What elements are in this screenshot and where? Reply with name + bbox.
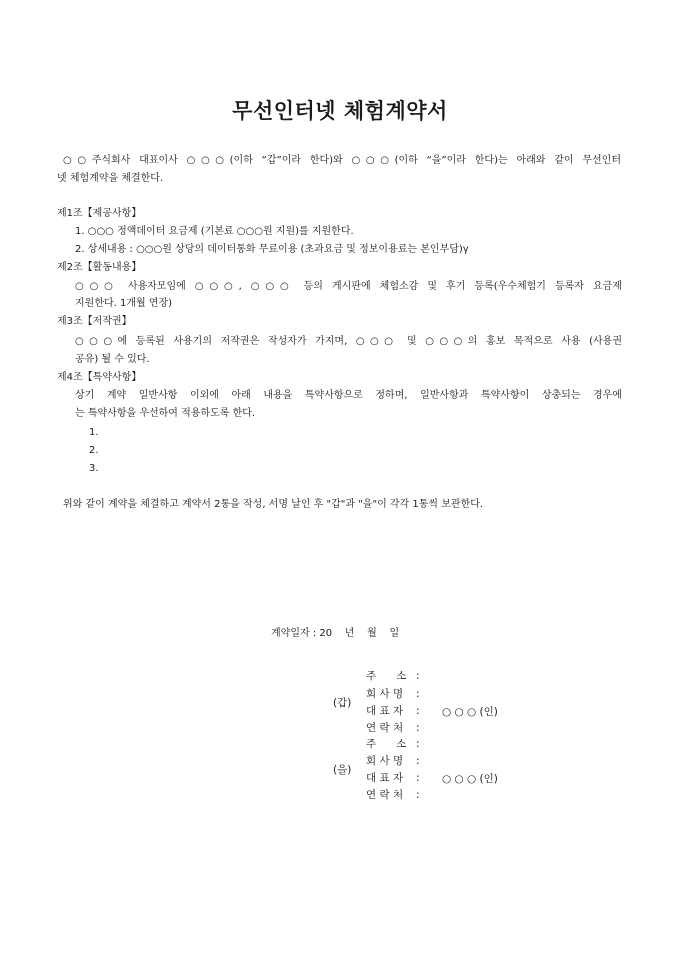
special-item-1: 1. xyxy=(89,427,99,438)
document-title: 무선인터넷 체험계약서 xyxy=(232,99,448,123)
article-4-line-1: 상기 계약 일반사항 이외에 아래 내용을 특약사항으로 정하며, 일반사항과 특약사항이 상충되는 경우에 xyxy=(75,390,622,401)
eul-address-label: 주 소 xyxy=(366,738,407,750)
gap-company-label: 회 사 명 xyxy=(366,688,404,700)
gap-contact-label: 연 락 처 xyxy=(366,722,404,734)
gap-company-colon: : xyxy=(416,688,420,700)
article-1-heading: 제1조【제공사항】 xyxy=(57,208,142,219)
gap-rep-label: 대 표 자 xyxy=(366,705,404,717)
eul-company-label: 회 사 명 xyxy=(366,755,404,767)
party-eul-label: (을) xyxy=(333,764,352,776)
article-4-heading: 제4조【특약사항】 xyxy=(57,372,142,383)
closing-statement: 위와 같이 계약을 체결하고 계약서 2통을 작성, 서명 날인 후 "갑"과 "을"이 각각 1통씩 보관한다. xyxy=(63,499,484,510)
article-4-line-2: 는 특약사항을 우선하여 적용하도록 한다. xyxy=(75,408,256,419)
special-item-2: 2. xyxy=(89,445,99,456)
intro-line-2: 넷 체험계약을 체결한다. xyxy=(57,173,164,184)
eul-address-colon: : xyxy=(416,738,420,750)
special-item-3: 3. xyxy=(89,463,99,474)
article-3-line-1: ○○○에 등록된 사용기의 저작권은 작성자가 가지며, ○○○ 및 ○○○의 홍보 목적으로 사용 (사용권 xyxy=(75,336,622,347)
gap-rep-seal: ○ ○ ○ (인) xyxy=(442,706,498,718)
contract-date: 계약일자 : 20 년 월 일 xyxy=(271,628,400,639)
party-gap-label: (갑) xyxy=(333,697,352,709)
article-3-heading: 제3조【저작권】 xyxy=(57,316,132,327)
eul-contact-label: 연 락 처 xyxy=(366,789,404,801)
gap-contact-colon: : xyxy=(416,722,420,734)
gap-address-colon: : xyxy=(416,670,420,682)
eul-rep-label: 대 표 자 xyxy=(366,772,404,784)
intro-line-1: ○○주식회사 대표이사 ○○○(이하 “갑”이라 한다)와 ○○○(이하 “을”이라 한다)는 아래와 같이 무선인터 xyxy=(63,155,621,166)
gap-rep-colon: : xyxy=(416,705,420,717)
article-1-item-1: 1. ○○○ 정액데이터 요금제 (기본료 ○○○원 지원)를 지원한다. xyxy=(75,226,354,237)
eul-rep-seal: ○ ○ ○ (인) xyxy=(442,773,498,785)
eul-rep-colon: : xyxy=(416,772,420,784)
article-1-item-2: 2. 상세내용 : ○○○원 상당의 데이터통화 무료이용 (초과요금 및 정보이용료는 본인부담)γ xyxy=(75,244,469,255)
article-2-line-1: ○○○ 사용자모임에 ○○○, ○○○ 등의 게시판에 체험소감 및 후기 등록(우수체험기 등록자 요금제 xyxy=(75,281,622,292)
article-3-line-2: 공유) 될 수 있다. xyxy=(75,354,150,365)
gap-address-label: 주 소 xyxy=(366,670,407,682)
eul-company-colon: : xyxy=(416,755,420,767)
article-2-heading: 제2조【활동내용】 xyxy=(57,262,142,273)
eul-contact-colon: : xyxy=(416,789,420,801)
article-2-line-2: 지원한다. 1개월 연장) xyxy=(75,298,173,309)
